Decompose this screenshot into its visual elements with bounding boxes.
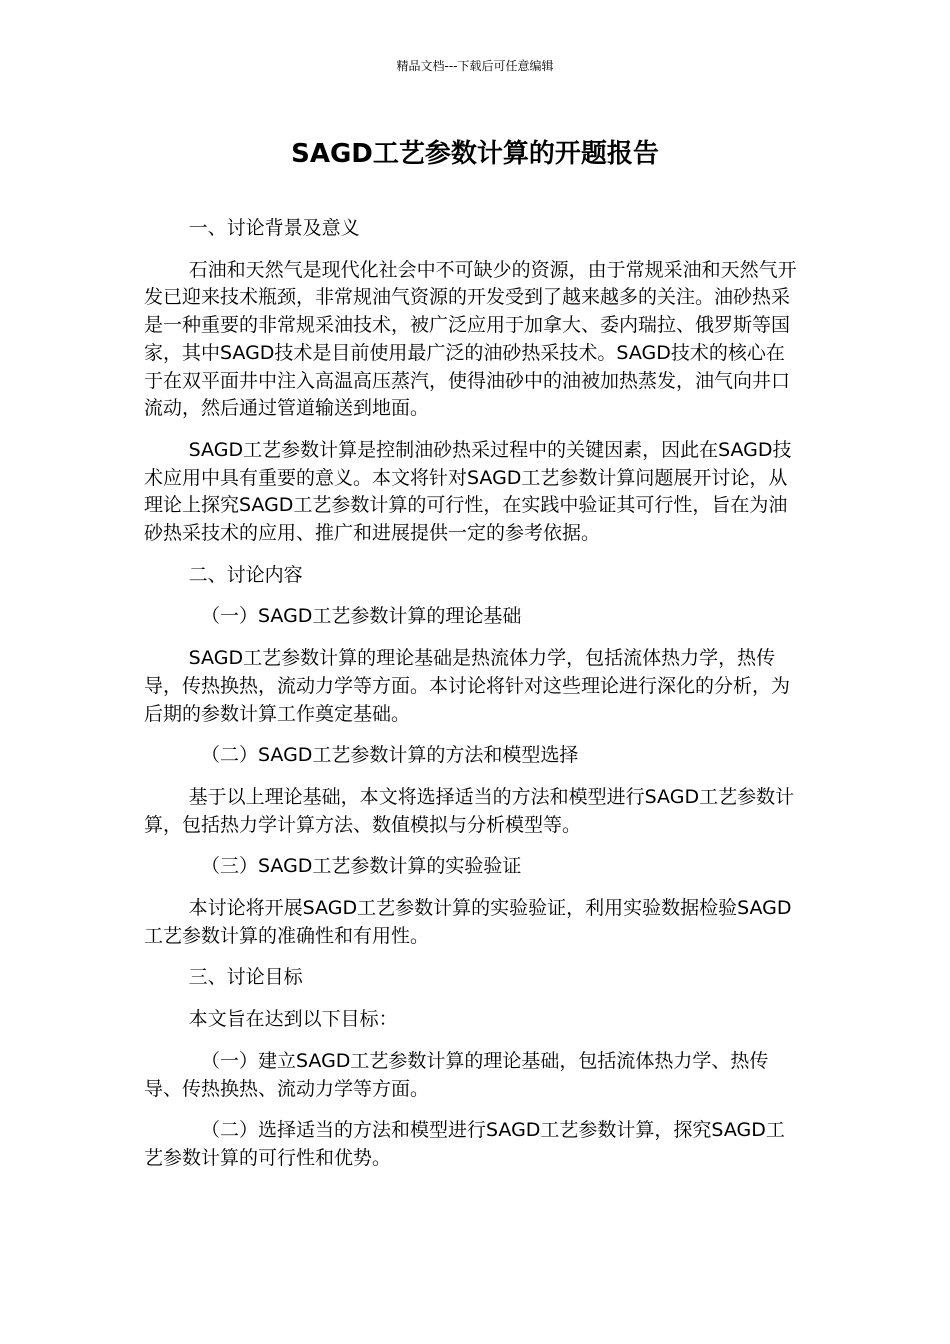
goal-item: （一）建立SAGD工艺参数计算的理论基础，包括流体热力学、热传导、传热换热、流动力学等方面。 bbox=[144, 1049, 769, 1100]
subsection-heading: （二）SAGD工艺参数计算的方法和模型选择 bbox=[201, 744, 579, 767]
page-header: 精品文档---下载后可任意编辑 bbox=[396, 59, 554, 73]
section-heading: 一、讨论背景及意义 bbox=[188, 217, 360, 239]
section-heading: 二、讨论内容 bbox=[188, 563, 303, 586]
paragraph: 本文旨在达到以下目标： bbox=[188, 1008, 398, 1031]
goal-item: （二）选择适当的方法和模型进行SAGD工艺参数计算，探究SAGD工艺参数计算的可行性和优势。 bbox=[144, 1119, 785, 1169]
paragraph: SAGD工艺参数计算是控制油砂热采过程中的关键因素，因此在SAGD技术应用中具有重要的意义。本文将针对SAGD工艺参数计算问题展开讨论，从理论上探究SAGD工艺参数计算的可行性，在实践中验证其可行性，旨在为油砂热采技术的应用、推广和进展提供一定的参考依据。 bbox=[144, 438, 792, 545]
section-heading: 三、讨论目标 bbox=[188, 966, 303, 989]
paragraph: SAGD工艺参数计算的理论基础是热流体力学，包括流体热力学，热传导，传热换热，流动力学等方面。本讨论将针对这些理论进行深化的分析，为后期的参数计算工作奠定基础。 bbox=[144, 647, 791, 725]
document-body bbox=[144, 215, 800, 1187]
document-title: SAGD工艺参数计算的开题报告 bbox=[291, 139, 659, 169]
subsection-heading: （一）SAGD工艺参数计算的理论基础 bbox=[201, 605, 522, 628]
subsection-heading: （三）SAGD工艺参数计算的实验验证 bbox=[201, 855, 522, 878]
paragraph: 石油和天然气是现代化社会中不可缺少的资源，由于常规采油和天然气开发已迎来技术瓶颈，非常规油气资源的开发受到了越来越多的关注。油砂热采是一种重要的非常规采油技术，被广泛应用于加拿大、委内瑞拉、俄罗斯等国家，其中SAGD技术是目前使用最广泛的油砂热采技术。SAGD技术的核心在于在双平面井中注入高温高压蒸汽，使得油砂中的油被加热蒸发，油气向井口流动，然后通过管道输送到地面。 bbox=[144, 258, 797, 420]
paragraph: 本讨论将开展SAGD工艺参数计算的实验验证，利用实验数据检验SAGD工艺参数计算的准确性和有用性。 bbox=[144, 897, 792, 947]
paragraph: 基于以上理论基础，本文将选择适当的方法和模型进行SAGD工艺参数计算，包括热力学计算方法、数值模拟与分析模型等。 bbox=[144, 785, 795, 836]
